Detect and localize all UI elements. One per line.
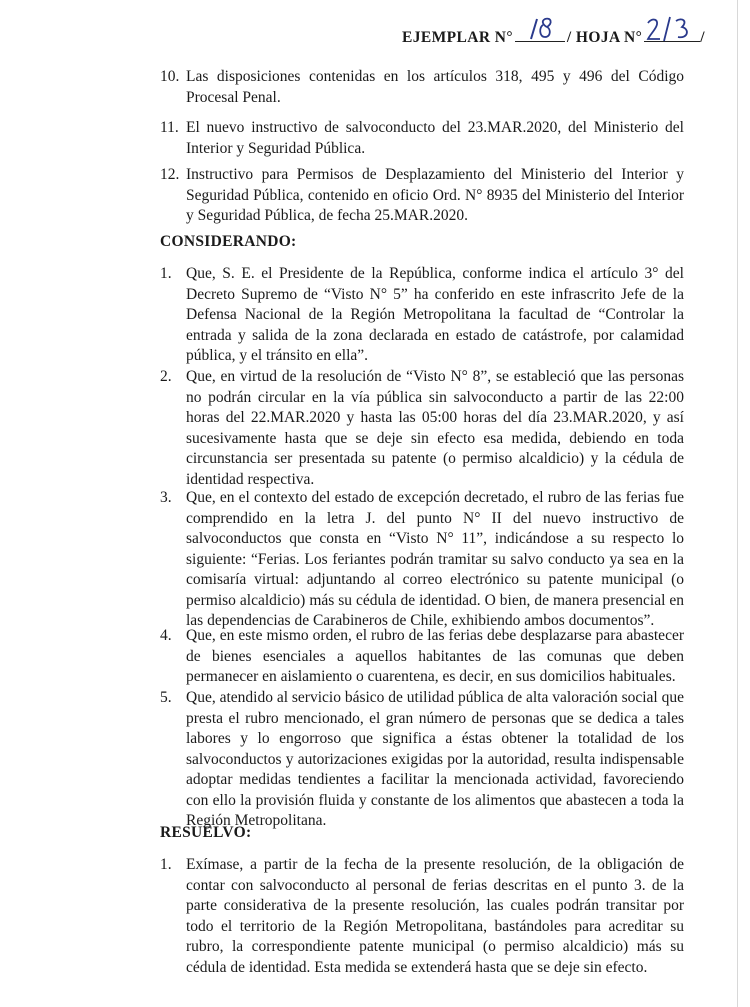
item-text: Que, atendido al servicio básico de utilidad pública de alta valoración social que presta el rubro mencionado, el gran número de personas que se dedica a tales labores y lo engorroso que significa a éstas obtener la totalidad de los salvoconductos y autorizaciones exigidas por la autoridad, resulta indispensable adoptar medidas tendientes a facilitar la mencionada actividad, favoreciendo con ello la provisión fluida y constante de los alimentos que abastecen a toda la Región Metropolitana. — [186, 689, 684, 829]
ejemplar-label: EJEMPLAR N° — [402, 29, 513, 46]
header-end-slash: / — [700, 29, 705, 46]
page-header — [402, 27, 705, 47]
item-text: Exímase, a partir de la fecha de la presente resolución, de la obligación de contar con salvoconducto al personal de ferias descritas en el punto 3. de la parte considerativa de la presente resolución, las cuales podrán transitar por todo el territorio de la Región Metropolitana, bastándoles para acreditar su rubro, la correspondiente patente municipal (o permiso alcaldicio) más su cédula de identidad. Esta medida se extenderá hasta que se deje sin efecto. — [186, 856, 684, 976]
hoja-number-field — [644, 27, 700, 42]
header-separator: / — [566, 29, 572, 46]
item-text: Las disposiciones contenidas en los artículos 318, 495 y 496 del Código Procesal Penal. — [186, 68, 684, 106]
handwritten-ejemplar-number — [515, 17, 565, 41]
item-text: Instructivo para Permisos de Desplazamiento del Ministerio del Interior y Seguridad Pública, contenido en oficio Ord. N° 8935 del Ministerio del Interior y Seguridad Pública, de fecha 25.MAR.2020. — [186, 166, 684, 224]
resuelvo-heading: RESUELVO: — [160, 824, 252, 841]
item-number: 3. — [160, 489, 172, 506]
ejemplar-number-field — [515, 27, 565, 42]
item-number: 12. — [160, 166, 180, 183]
considerando-item-1 — [160, 264, 684, 367]
item-number: 10. — [160, 68, 180, 85]
considerando-heading: CONSIDERANDO: — [160, 233, 297, 250]
resuelvo-item-1 — [160, 855, 684, 978]
item-number: 1. — [160, 856, 172, 873]
item-text: Que, S. E. el Presidente de la República, conforme indica el artículo 3° del Decreto Supremo de “Visto N° 5” ha conferido en este infrascrito Jefe de la Defensa Nacional de la Región Metropolitana la facultad de “Controlar la entrada y salida de la zona declarada en estado de catástrofe, por calamidad pública, y el tránsito en ella”. — [186, 265, 684, 364]
visto-item-12 — [160, 165, 684, 227]
item-number: 1. — [160, 265, 172, 282]
item-number: 5. — [160, 689, 172, 706]
item-number: 2. — [160, 368, 172, 385]
considerando-item-4 — [160, 626, 684, 688]
considerando-item-3 — [160, 488, 684, 632]
page-edge — [737, 0, 738, 1007]
item-number: 11. — [160, 119, 179, 136]
visto-item-11 — [160, 118, 684, 159]
item-text: El nuevo instructivo de salvoconducto del 23.MAR.2020, del Ministerio del Interior y Seguridad Pública. — [186, 119, 684, 157]
handwritten-hoja-number — [644, 17, 700, 41]
item-number: 4. — [160, 627, 172, 644]
considerando-item-2 — [160, 367, 684, 490]
considerando-item-5 — [160, 688, 684, 832]
item-text: Que, en este mismo orden, el rubro de las ferias debe desplazarse para abastecer de bienes esenciales a aquellos habitantes de las comunas que deben permanecer en aislamiento o cuarentena, es decir, en sus domicilios habituales. — [186, 627, 684, 685]
item-text: Que, en virtud de la resolución de “Visto N° 8”, se estableció que las personas no podrán circular en la vía pública sin salvoconducto a partir de las 22:00 horas del 22.MAR.2020 y hasta las 05:00 horas del día 23.MAR.2020, y así sucesivamente hasta que se deje sin efecto esa medida, debiendo en toda circunstancia ser presentada su patente (o permiso alcaldicio) y la cédula de identidad respectiva. — [186, 368, 684, 488]
item-text: Que, en el contexto del estado de excepción decretado, el rubro de las ferias fue comprendido en la letra J. del punto N° II del nuevo instructivo de salvoconductos que consta en “Visto N° 11”, indicándose a su respecto lo siguiente: “Ferias. Los feriantes podrán tramitar su salvo conducto ya sea en la comisaría virtual: adjuntando al correo electrónico su patente municipal (o permiso alcaldicio) más su cédula de identidad. O bien, de manera presencial en las dependencias de Carabineros de Chile, exhibiendo ambos documentos”. — [186, 489, 684, 629]
visto-item-10 — [160, 67, 684, 108]
hoja-label: HOJA N° — [575, 29, 643, 46]
